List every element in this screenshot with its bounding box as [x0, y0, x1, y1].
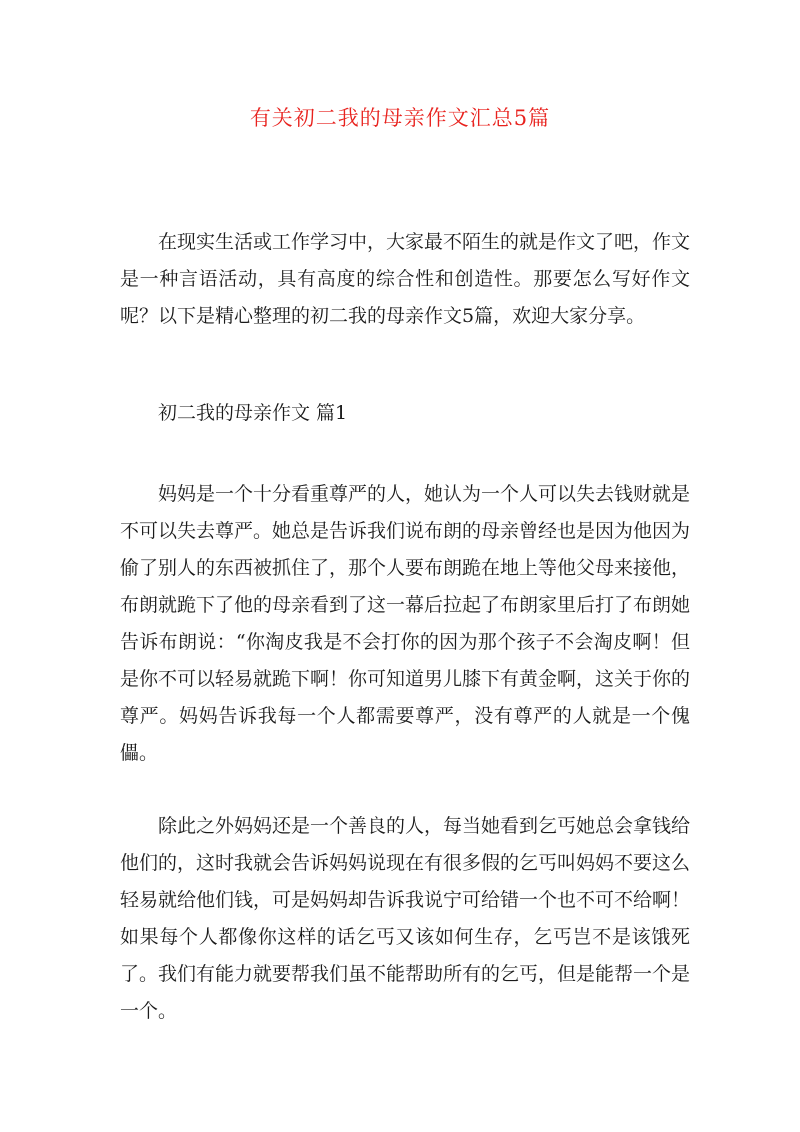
body-paragraph: 除此之外妈妈还是一个善良的人，每当她看到乞丐她总会拿钱给他们的，这时我就会告诉妈妈说现在有很多假的乞丐叫妈妈不要这么轻易就给他们钱，可是妈妈却告诉我说宁可给错一个也不可不给啊！如果每个人都像你这样的话乞丐又该如何生存，乞丐岂不是该饿死了。我们有能力就要帮我们虽不能帮助所有的乞丐，但是能帮一个是一个。: [120, 815, 691, 1022]
document-title: 有关初二我的母亲作文汇总5篇: [249, 106, 551, 130]
section-heading: 初二我的母亲作文 篇1: [158, 402, 348, 424]
intro-paragraph: 在现实生活或工作学习中，大家最不陌生的就是作文了吧，作文是一种言语活动，具有高度的综合性和创造性。那要怎么写好作文呢？以下是精心整理的初二我的母亲作文5篇，欢迎大家分享。: [120, 231, 691, 327]
body-paragraph: 妈妈是一个十分看重尊严的人，她认为一个人可以失去钱财就是不可以失去尊严。她总是告诉我们说布朗的母亲曾经也是因为他因为偷了别人的东西被抓住了，那个人要布朗跪在地上等他父母来接他，布朗就跪下了他的母亲看到了这一幕后拉起了布朗家里后打了布朗她告诉布朗说：“你淘皮我是不会打你的因为那个孩子不会淘皮啊！但是你不可以轻易就跪下啊！你可知道男儿膝下有黄金啊，这关于你的尊严。妈妈告诉我每一个人都需要尊严，没有尊严的人就是一个傀儡。: [120, 483, 691, 764]
